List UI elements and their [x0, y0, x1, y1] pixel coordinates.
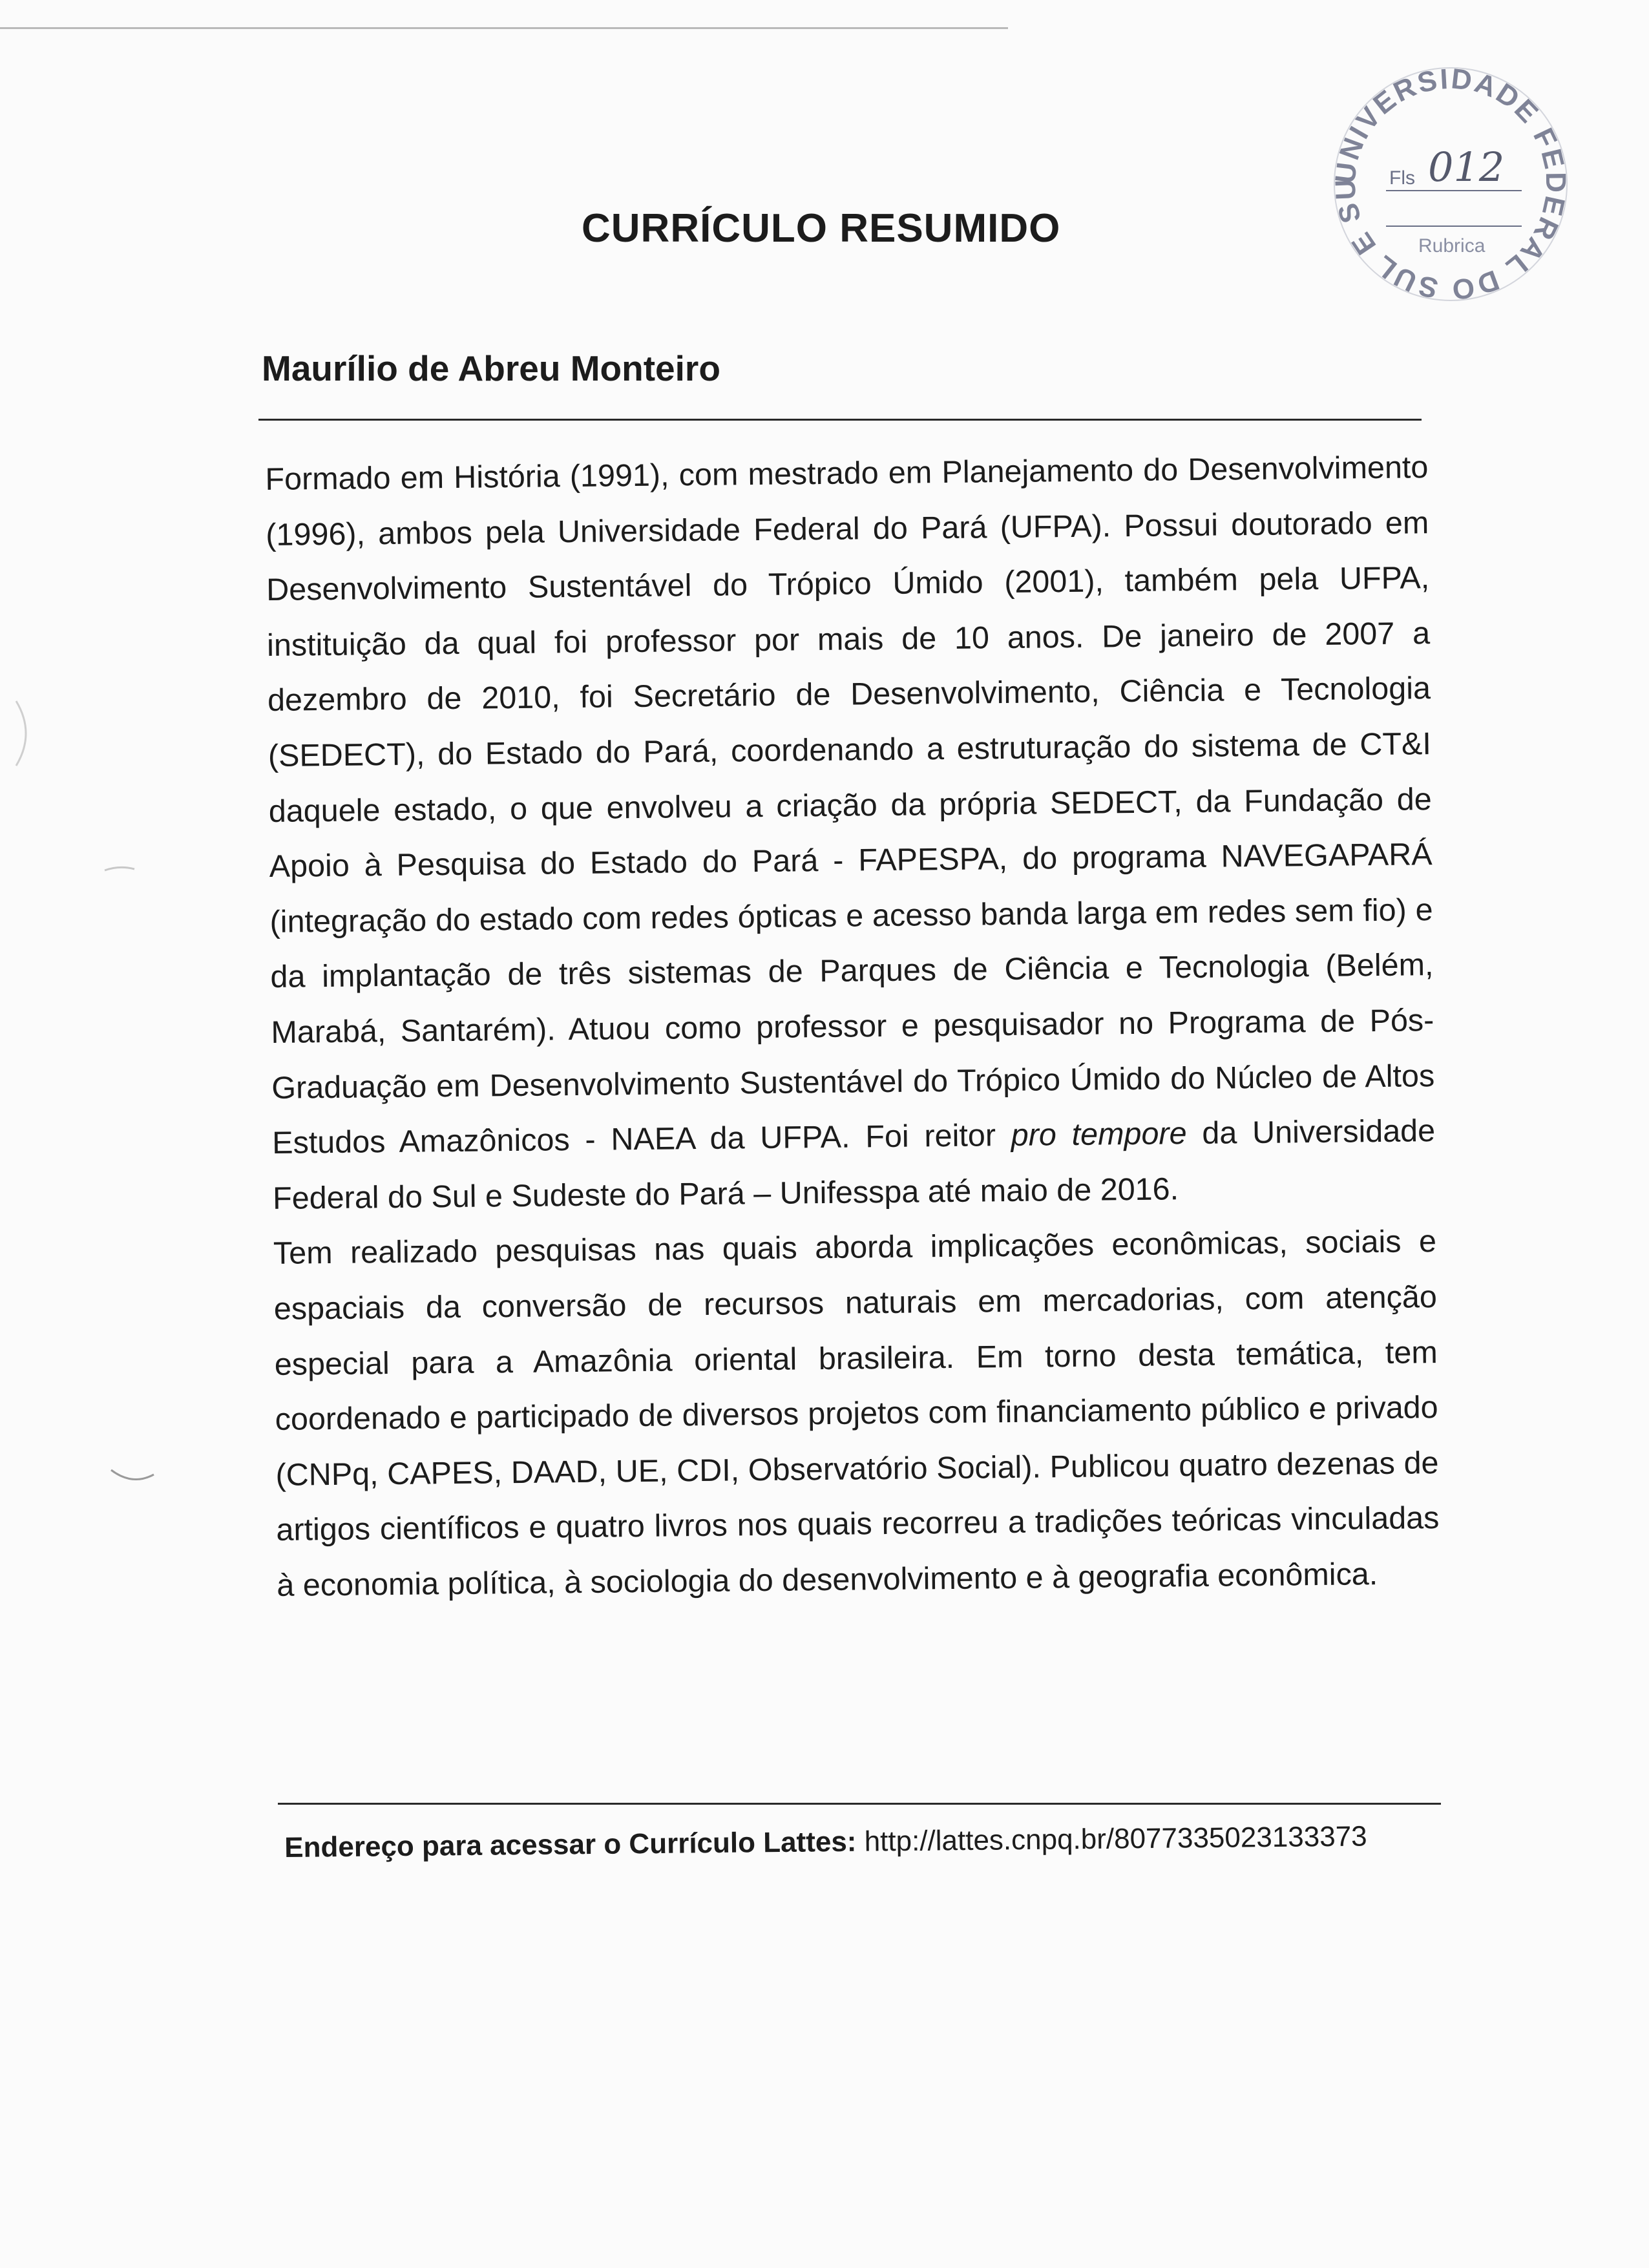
- scan-artifact-arc-icon: [13, 698, 39, 769]
- university-stamp: [1328, 61, 1573, 307]
- lattes-label: Endereço para acessar o Currículo Lattes:: [284, 1825, 857, 1864]
- scan-edge-line: [0, 27, 1008, 29]
- footer-divider: [278, 1803, 1441, 1805]
- stamp-seal-icon: [1328, 61, 1573, 307]
- biography-paragraph-1: [265, 440, 1436, 1226]
- author-name: Maurílio de Abreu Monteiro: [262, 348, 720, 388]
- header-divider: [258, 419, 1422, 421]
- paragraph-1-italic: pro tempore: [1011, 1116, 1187, 1153]
- lattes-url[interactable]: http://lattes.cnpq.br/8077335023133373: [864, 1820, 1367, 1858]
- scan-artifact-curve-icon: [110, 1467, 155, 1486]
- lattes-footer: [284, 1820, 1367, 1864]
- stamp-rubrica-label: Rubrica: [1418, 235, 1486, 257]
- stamp-fls-number: 012: [1428, 143, 1505, 191]
- paragraph-1-text-end: da Universidade Federal do Sul e Sudeste do Pará – Unifesspa até maio de 2016.: [272, 1113, 1436, 1216]
- biography-paragraph-2: Tem realizado pesquisas nas quais aborda implicações econômicas, sociais e espaciais da conversão de recursos naturais em mercadorias, com atenção especial para a Amazônia oriental brasileira. Em torno desta temática, tem coordenado e participado de diversos projetos com financiamento público e privado (CNPq, CAPES, DAAD, UE, CDI, Observatório Social). Publicou quatro dezenas de artigos científicos e quatro livros nos quais recorreu a tradições teóricas vinculadas à economia política, à sociologia do desenvolvimento e à geografia econômica.: [273, 1224, 1440, 1603]
- stamp-ring-text: UNIVERSIDADE FEDERAL DO SUL E SU: [1329, 63, 1572, 306]
- page-title: CURRÍCULO RESUMIDO: [582, 206, 1061, 251]
- biography-text: [265, 440, 1440, 1613]
- scan-artifact-dash-icon: [103, 863, 136, 876]
- paragraph-1-text: Formado em História (1991), com mestrado em Planejamento do Desenvolvimento (1996), ambos pela Universidade Federal do Pará (UFPA). Possui doutorado em Desenvolvimento Sustentável do Trópico Úmido (2001), também pela UFPA, instituição da qual foi professor por mais de 10 anos. De janeiro de 2007 a dezembro de 2010, foi Secretário de Desenvolvimento, Ciência e Tecnologia (SEDECT), do Estado do Pará, coordenando a estruturação do sistema de CT&I daquele estado, o que envolveu a criação da própria SEDECT, da Fundação de Apoio à Pesquisa do Estado do Pará - FAPESPA, do programa NAVEGAPARÁ (integração do estado com redes ópticas e acesso banda larga em redes sem fio) e da implantação de três sistemas de Parques de Ciência e Tecnologia (Belém, Marabá, Santarém). Atuou como professor e pesquisador no Programa de Pós-Graduação em Desenvolvimento Sustentável do Trópico Úmido do Núcleo de Altos Estudos Amazônicos - NAEA da UFPA. Foi reitor: [265, 450, 1435, 1161]
- stamp-fls-label: Fls: [1389, 167, 1415, 189]
